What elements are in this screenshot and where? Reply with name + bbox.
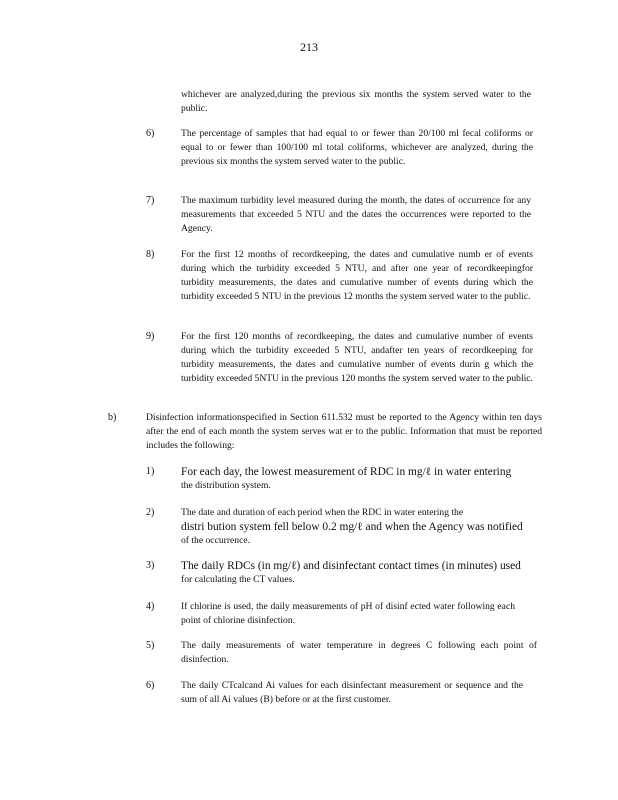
item-line: for calculating the CT values. <box>181 574 295 585</box>
item-label: 5) <box>146 640 155 651</box>
item-line: of the occurrence. <box>181 535 250 546</box>
section-b-intro: Disinfection informationspecified in Section 611.532 must be reported to the Agency within ten days after the end of each month the system serves wat er to the public. Information that must be reported includes the following: <box>146 412 542 451</box>
item-text <box>181 506 537 548</box>
item-text: The maximum turbidity level measured during the month, the dates of occurrence for any measurements that exceeded 5 NTU and the dates the occurrences were reported to the Agency. <box>181 195 531 234</box>
item-text: If chlorine is used, the daily measurements of pH of disinf ected water following each point of chlorine disinfection. <box>181 601 515 626</box>
item-text: The percentage of samples that had equal to or fewer than 20/100 ml fecal coliforms or equal to or fewer than 100/100 ml total coliforms, whichever are analyzed, during the previous six months the system served water to the public. <box>181 128 533 167</box>
section-b-label: b) <box>108 412 117 423</box>
item-text <box>181 465 533 493</box>
item-label: 2) <box>146 507 155 518</box>
item-line: the distribution system. <box>181 480 271 491</box>
item-label: 6) <box>146 680 155 691</box>
item-line: The daily RDCs (in mg/ℓ) and disinfectant contact times (in minutes) used <box>181 560 521 572</box>
item-label: 1) <box>146 466 155 477</box>
item-text <box>181 559 541 587</box>
item-line: The date and duration of each period when the RDC in water entering the <box>181 507 464 518</box>
item-text: The daily CTcalcand Ai values for each disinfectant measurement or sequence and the sum of all Ai values (B) before or at the first customer. <box>181 680 523 705</box>
item-label: 4) <box>146 601 155 612</box>
item-line: For each day, the lowest measurement of RDC in mg/ℓ in water entering <box>181 466 512 478</box>
item-text: The daily measurements of water temperature in degrees C following each point of disinfection. <box>181 640 537 665</box>
item-label: 3) <box>146 560 155 571</box>
item-label: 6) <box>146 128 155 139</box>
page-number: 213 <box>300 40 318 54</box>
item-text: For the first 120 months of recordkeeping, the dates and cumulative number of events during which the turbidity exceeded 5 NTU, andafter ten years of recordkeeping for turbidity measurements, the dates and cumulative number of events durin g which the turbidity exceeded 5NTU in the previous 120 months the system served water to the public. <box>181 331 533 384</box>
item-label: 8) <box>146 249 155 260</box>
item-label: 7) <box>146 195 155 206</box>
item-text: For the first 12 months of recordkeeping, the dates and cumulative numb er of events during which the turbidity exceeded 5 NTU, and after one year of recordkeepingfor turbidity measurements, the dates and cumulative number of events during which the turbidity exceeded 5 NTU in the previous 12 months the system served water to the public. <box>181 249 533 302</box>
continuation-paragraph: whichever are analyzed,during the previous six months the system served water to the public. <box>181 89 531 114</box>
item-label: 9) <box>146 331 155 342</box>
item-line: distri bution system fell below 0.2 mg/ℓ and when the Agency was notified <box>181 521 523 533</box>
